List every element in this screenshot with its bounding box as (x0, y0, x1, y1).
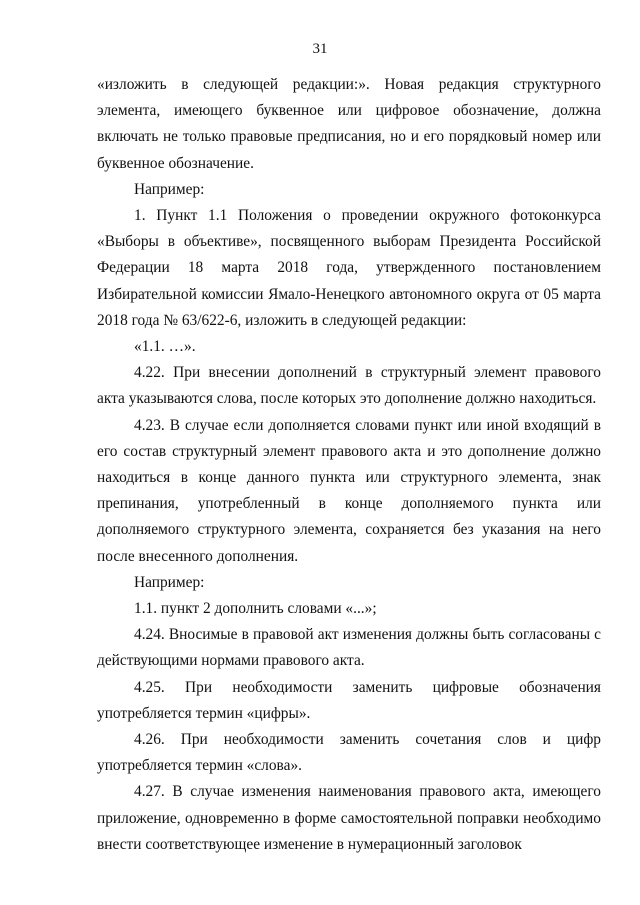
paragraph: 4.25. При необходимости заменить цифровые обозначения употребляется термин «цифры». (97, 678, 601, 722)
paragraph: Например: (134, 573, 205, 591)
document-body (97, 72, 601, 858)
page-number: 31 (312, 41, 328, 57)
paragraph: 4.24. Вносимые в правовой акт изменения должны быть согласованы с действующими нормами правового акта. (97, 626, 601, 670)
paragraph: 1. Пункт 1.1 Положения о проведении окружного фотоконкурса «Выборы в объективе», посвященного выборам Президента Российской Федерации 18 марта 2018 года, утвержденного постановлением Избирательной комиссии Ямало-Ненецкого автономного округа от 05 марта 2018 года № 63/622-6, изложить в следующей редакции: (97, 207, 601, 329)
paragraph: «1.1. …». (134, 338, 196, 356)
paragraph: Например: (134, 180, 205, 198)
paragraph: 4.22. При внесении дополнений в структурный элемент правового акта указываются слова, после которых это дополнение должно находиться. (97, 364, 601, 408)
paragraph: 4.23. В случае если дополняется словами пункт или иной входящий в его состав структурный элемент правового акта и это дополнение должно находиться в конце данного пункта или структурного элемента, знак препинания, употребленный в конце дополняемого пункта или дополняемого структурного элемента, сохраняется без указания на него после внесенного дополнения. (97, 416, 601, 565)
paragraph: 4.26. При необходимости заменить сочетания слов и цифр употребляется термин «слова». (97, 731, 601, 775)
paragraph: 1.1. пункт 2 дополнить словами «...»; (134, 600, 377, 618)
paragraph: 4.27. В случае изменения наименования правового акта, имеющего приложение, одновременно в форме самостоятельной поправки необходимо внести соответствующее изменение в нумерационный заголовок (97, 783, 601, 853)
paragraph: «изложить в следующей редакции:». Новая редакция структурного элемента, имеющего буквенное или цифровое обозначение, должна включать не только правовые предписания, но и его порядковый номер или буквенное обозначение. (97, 76, 601, 172)
